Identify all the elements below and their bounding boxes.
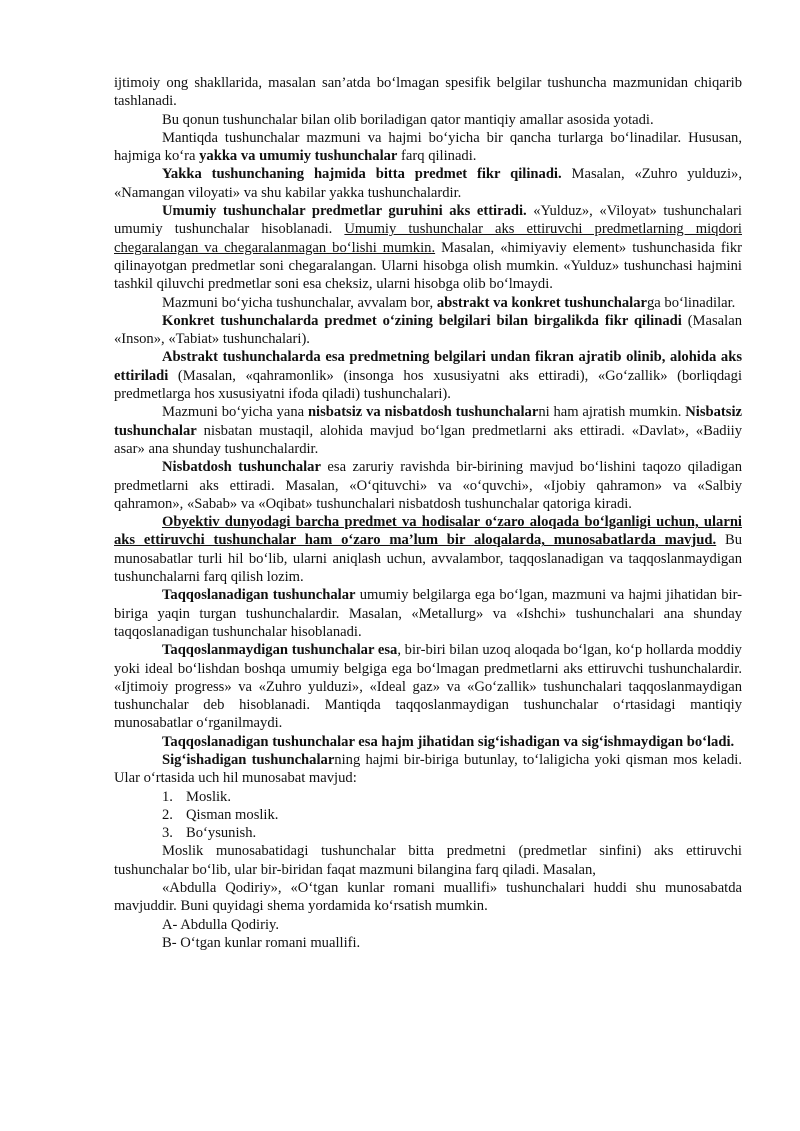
text-run: ning hajmi bir-biriga butunlay, to‘laligicha yoki qisman mos keladi. Ular o‘rtasida uch hil munosabat mavjud: — [114, 751, 742, 787]
paragraph-1: ijtimoiy ong shakllarida, masalan san’atda bo‘lmagan spesifik belgilar tushuncha mazmunidan chiqarib tashlanadi. — [114, 75, 742, 110]
text-run: , bir-biri bilan uzoq aloqada bo‘lgan, ko‘p hollarda moddiy yoki ideal bo‘lishdan boshqa umumiy belgiga ega bo‘lmagan predmetlarni aks ettiruvchi tushunchalardir. «Ijtimoiy progress» va «Zuhro yulduzi», «Ideal gaz» va «Go‘zallik» tushunchalari taqqoslanmaydigan tushunchalar deb hisoblanadi. Mantiqda taqqoslanmaydigan tushunchalar o‘rtasidagi mantiqiy munosabatlar o‘rganilmaydi. — [114, 642, 742, 732]
numbered-list — [114, 788, 742, 843]
paragraph-3 — [114, 129, 742, 166]
paragraph-15 — [114, 751, 742, 788]
bold-term: Konkret tushunchalarda predmet o‘zining belgilari bilan birgalikda fikr qilinadi — [162, 312, 682, 329]
list-item — [114, 788, 742, 806]
bold-term: Nisbatdosh tushunchalar — [162, 459, 321, 476]
text-run: umumiy belgilarga ega bo‘lgan, mazmuni va hajmi jihatidan bir-biriga yaqin turgan tushunchalardir. Masalan, «Metallurg» va «Ishchi» tushunchalari ana shunday taqqoslanadigan tushunchalar hisoblanadi. — [114, 587, 742, 640]
paragraph-17: «Abdulla Qodiriy», «O‘tgan kunlar romani muallifi» tushunchalari huddi shu munosabatda mavjuddir. Buni quyidagi shema yordamida ko‘rsatish mumkin. — [114, 880, 742, 915]
paragraph-4 — [114, 165, 742, 202]
paragraph-9 — [114, 403, 742, 458]
bold-term: Sig‘ishadigan tushunchalar — [162, 751, 335, 768]
list-number: 1. — [162, 788, 173, 805]
text-run: ga bo‘linadilar. — [646, 294, 736, 311]
paragraph-14 — [114, 733, 742, 751]
list-text: Moslik. — [186, 788, 232, 805]
underlined-text: Umumiy tushunchalar aks ettiruvchi predmetlarning miqdori chegaralangan va chegaralanmagan bo‘lishi mumkin. — [114, 221, 742, 256]
list-text: Qisman moslik. — [186, 806, 279, 823]
list-item — [114, 824, 742, 842]
paragraph-7 — [114, 312, 742, 349]
text-run: (Masalan «Inson», «Tabiat» tushunchalari). — [114, 312, 742, 348]
paragraph-11 — [114, 513, 742, 586]
bold-term: nisbatsiz va nisbatdosh tushunchalar — [307, 404, 539, 421]
paragraph-8 — [114, 348, 742, 403]
text-run: (Masalan, «qahramonlik» (insonga hos xususiyatni aks ettiradi), «Go‘zallik» (borliqdagi predmetlarga hos xususiyatni ifoda qiladi) tushunchalari). — [114, 367, 742, 403]
text-run: ni ham ajratish mumkin. — [538, 404, 686, 421]
paragraph-6 — [114, 294, 742, 312]
text-run: Bu munosabatlar turli hil bo‘lib, ularni aniqlash uchun, avvalambor, taqqoslanadigan va taqqoslanmaydigan tushunchalarni farq qilish lozim. — [114, 532, 742, 586]
text-run: Masalan, «Zuhro yulduzi», «Namangan viloyati» va shu kabilar yakka tushunchalardir. — [114, 166, 742, 201]
underlined-text: Obyektiv dunyodagi barcha predmet va hodisalar o‘zaro aloqada bo‘lganligi uchun, ularni aks ettiruvchi tushunchalar ham o‘zaro ma’lum bir aloqalarda, munosabatlarda mavjud. — [114, 514, 742, 549]
text-run: Mantiqda tushunchalar mazmuni va hajmi bo‘yicha bir qancha turlarga bo‘linadilar. Hususan, hajmiga ko‘ra — [114, 129, 742, 165]
bold-term: Umumiy tushunchalar predmetlar guruhini aks ettiradi. — [162, 203, 527, 220]
paragraph-10 — [114, 458, 742, 513]
bold-term — [114, 514, 742, 548]
list-item — [114, 806, 742, 824]
bold-term: Abstrakt tushunchalarda esa predmetning belgilari undan fikran ajratib olinib, alohida aks ettiriladi — [114, 349, 742, 384]
text-run: farq qilinadi. — [397, 148, 477, 165]
text-run: Mazmuni bo‘yicha tushunchalar, avvalam bor, — [162, 294, 437, 311]
text-run: Mazmuni bo‘yicha yana — [162, 404, 308, 421]
paragraph-2: Bu qonun tushunchalar bilan olib boriladigan qator mantiqiy amallar asosida yotadi. — [162, 111, 654, 128]
text-run: Masalan, «himiyaviy element» tushunchasida fikr qilinayotgan predmetlar soni chegaralangan. Ularni hisobga olish mumkin. «Yulduz» tushunchasi hajmini tashkil qiluvchi predmetlar soni esa cheksiz, ularni hisobga olib bo‘lmaydi. — [114, 239, 742, 293]
bold-term: Yakka tushunchaning hajmida bitta predmet fikr qilinadi. — [162, 166, 562, 183]
paragraph-12 — [114, 586, 742, 641]
bold-term: Taqqoslanadigan tushunchalar — [162, 587, 356, 604]
bold-term: Taqqoslanadigan tushunchalar esa hajm jihatidan sig‘ishadigan va sig‘ishmaydigan bo‘ladi. — [162, 733, 735, 750]
paragraph-19: B- O‘tgan kunlar romani muallifi. — [162, 934, 361, 951]
bold-term: yakka va umumiy tushunchalar — [199, 148, 398, 165]
paragraph-16: Moslik munosabatidagi tushunchalar bitta predmetni (predmetlar sinfini) aks ettiruvchi tushunchalar bo‘lib, ular bir-biridan faqat mazmuni bilangina farq qiladi. Masalan, — [114, 843, 742, 878]
list-number: 2. — [162, 806, 173, 823]
text-run: nisbatan mustaqil, alohida mavjud bo‘lgan predmetlarni aks ettiradi. «Davlat», «Badiiy asar» ana shunday tushunchalardir. — [114, 422, 742, 457]
paragraph-13 — [114, 641, 742, 732]
list-number: 3. — [162, 825, 173, 842]
list-text: Bo‘ysunish. — [186, 825, 257, 842]
paragraph-18: A- Abdulla Qodiriy. — [162, 916, 280, 933]
bold-term: abstrakt va konkret tushunchalar — [436, 294, 647, 311]
paragraph-5 — [114, 202, 742, 293]
text-run: esa zaruriy ravishda bir-birining mavjud bo‘lishini taqozo qiladigan predmetlarni aks ettiradi. Masalan, «O‘qituvchi» va «o‘quvchi», «Ijobiy qahramon» va «Salbiy qahramon», «Sabab» va «Oqibat» tushunchalari nisbatdosh tushunchalar qatoriga kiradi. — [114, 459, 742, 512]
text-run: «Yulduz», «Viloyat» tushunchalari umumiy tushunchalar hisoblanadi. — [114, 203, 742, 238]
bold-term: Nisbatsiz tushunchalar — [114, 404, 743, 439]
bold-term: Taqqoslanmaydigan tushunchalar esa — [162, 642, 398, 659]
